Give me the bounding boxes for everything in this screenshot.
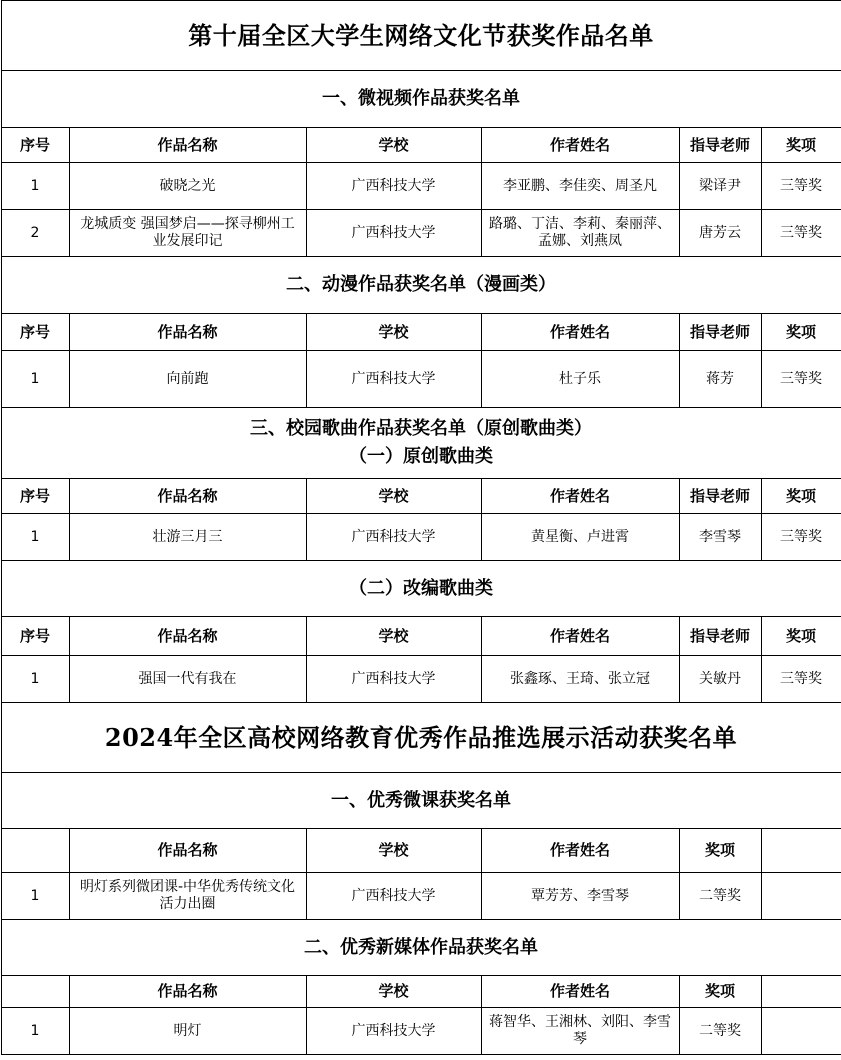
cell-author: 杜子乐: [481, 351, 679, 408]
cell-author: 李亚鹏、李佳奕、周圣凡: [481, 163, 679, 210]
cell-school: 广西科技大学: [306, 351, 481, 408]
col-header-advisor: 指导老师: [679, 128, 761, 163]
col-header-blank: [761, 829, 841, 873]
col-header-school: 学校: [306, 314, 481, 351]
section-title-campus-song-main: 三、校园歌曲作品获奖名单（原创歌曲类）: [250, 418, 593, 439]
col-header-award: 奖项: [761, 314, 841, 351]
cell-author: 路璐、丁洁、李莉、秦丽萍、孟娜、刘燕凤: [481, 210, 679, 257]
cell-award: 三等奖: [761, 656, 841, 703]
col-header-award: 奖项: [679, 829, 761, 873]
cell-work: 明灯系列微团课-中华优秀传统文化活力出圈: [69, 873, 306, 920]
col-header-blank: [1, 976, 69, 1008]
cell-work: 龙城质变 强国梦启——探寻柳州工业发展印记: [69, 210, 306, 257]
cell-award: 三等奖: [761, 210, 841, 257]
award-list-table: [1, 0, 841, 1055]
header-row: [1, 829, 841, 873]
header-row: [1, 617, 841, 656]
section-title-micro-video: 一、微视频作品获奖名单: [1, 71, 841, 128]
subsection-title-adapted: （二）改编歌曲类: [1, 561, 841, 617]
col-header-author: 作者姓名: [481, 128, 679, 163]
col-header-award: 奖项: [761, 617, 841, 656]
col-header-blank: [1, 829, 69, 873]
cell-work: 壮游三月三: [69, 514, 306, 561]
col-header-work: 作品名称: [69, 479, 306, 514]
cell-index: 1: [1, 351, 69, 408]
col-header-author: 作者姓名: [481, 617, 679, 656]
cell-advisor: 唐芳云: [679, 210, 761, 257]
col-header-work: 作品名称: [69, 976, 306, 1008]
cell-work: 破晓之光: [69, 163, 306, 210]
cell-index: 1: [1, 873, 69, 920]
header-row: [1, 479, 841, 514]
table-row: [1, 163, 841, 210]
cell-advisor: 关敏丹: [679, 656, 761, 703]
cell-advisor: 李雪琴: [679, 514, 761, 561]
col-header-award: 奖项: [761, 128, 841, 163]
page-title-2024: 2024年全区高校网络教育优秀作品推选展示活动获奖名单: [1, 703, 841, 773]
section-title-campus-song: [1, 408, 841, 479]
col-header-school: 学校: [306, 617, 481, 656]
cell-index: 1: [1, 163, 69, 210]
col-header-work: 作品名称: [69, 128, 306, 163]
col-header-award: 奖项: [679, 976, 761, 1008]
cell-school: 广西科技大学: [306, 1008, 481, 1055]
header-row: [1, 128, 841, 163]
section-title-micro-course: 一、优秀微课获奖名单: [1, 773, 841, 829]
cell-blank: [761, 1008, 841, 1055]
cell-school: 广西科技大学: [306, 514, 481, 561]
cell-advisor: 梁译尹: [679, 163, 761, 210]
col-header-school: 学校: [306, 479, 481, 514]
cell-award: 二等奖: [679, 873, 761, 920]
col-header-school: 学校: [306, 128, 481, 163]
cell-school: 广西科技大学: [306, 210, 481, 257]
cell-index: 1: [1, 656, 69, 703]
table-row: [1, 210, 841, 257]
page-title: 第十届全区大学生网络文化节获奖作品名单: [1, 1, 841, 71]
cell-index: 1: [1, 1008, 69, 1055]
cell-school: 广西科技大学: [306, 873, 481, 920]
col-header-index: 序号: [1, 314, 69, 351]
col-header-advisor: 指导老师: [679, 617, 761, 656]
cell-work: 强国一代有我在: [69, 656, 306, 703]
col-header-school: 学校: [306, 829, 481, 873]
cell-index: 2: [1, 210, 69, 257]
col-header-index: 序号: [1, 479, 69, 514]
cell-school: 广西科技大学: [306, 163, 481, 210]
table-row: [1, 514, 841, 561]
col-header-advisor: 指导老师: [679, 479, 761, 514]
col-header-blank: [761, 976, 841, 1008]
col-header-author: 作者姓名: [481, 976, 679, 1008]
cell-school: 广西科技大学: [306, 656, 481, 703]
col-header-school: 学校: [306, 976, 481, 1008]
cell-work: 向前跑: [69, 351, 306, 408]
cell-author: 覃芳芳、李雪琴: [481, 873, 679, 920]
col-header-index: 序号: [1, 128, 69, 163]
cell-award: 三等奖: [761, 163, 841, 210]
subsection-title-original: （一）原创歌曲类: [349, 446, 494, 467]
col-header-work: 作品名称: [69, 314, 306, 351]
cell-index: 1: [1, 514, 69, 561]
col-header-author: 作者姓名: [481, 479, 679, 514]
col-header-work: 作品名称: [69, 829, 306, 873]
table-row: [1, 656, 841, 703]
cell-award: 三等奖: [761, 351, 841, 408]
col-header-index: 序号: [1, 617, 69, 656]
cell-advisor: 蒋芳: [679, 351, 761, 408]
col-header-award: 奖项: [761, 479, 841, 514]
cell-blank: [761, 873, 841, 920]
table-row: [1, 351, 841, 408]
section-title-animation: 二、动漫作品获奖名单（漫画类）: [1, 257, 841, 314]
col-header-work: 作品名称: [69, 617, 306, 656]
header-row: [1, 314, 841, 351]
header-row: [1, 976, 841, 1008]
cell-author: 黄星衡、卢进霄: [481, 514, 679, 561]
col-header-author: 作者姓名: [481, 829, 679, 873]
table-row: [1, 873, 841, 920]
col-header-author: 作者姓名: [481, 314, 679, 351]
cell-author: 张鑫琢、王琦、张立冠: [481, 656, 679, 703]
table-row: [1, 1008, 841, 1055]
section-title-new-media: 二、优秀新媒体作品获奖名单: [1, 920, 841, 976]
cell-work: 明灯: [69, 1008, 306, 1055]
cell-award: 二等奖: [679, 1008, 761, 1055]
cell-award: 三等奖: [761, 514, 841, 561]
cell-author: 蒋智华、王湘林、刘阳、李雪琴: [481, 1008, 679, 1055]
col-header-advisor: 指导老师: [679, 314, 761, 351]
